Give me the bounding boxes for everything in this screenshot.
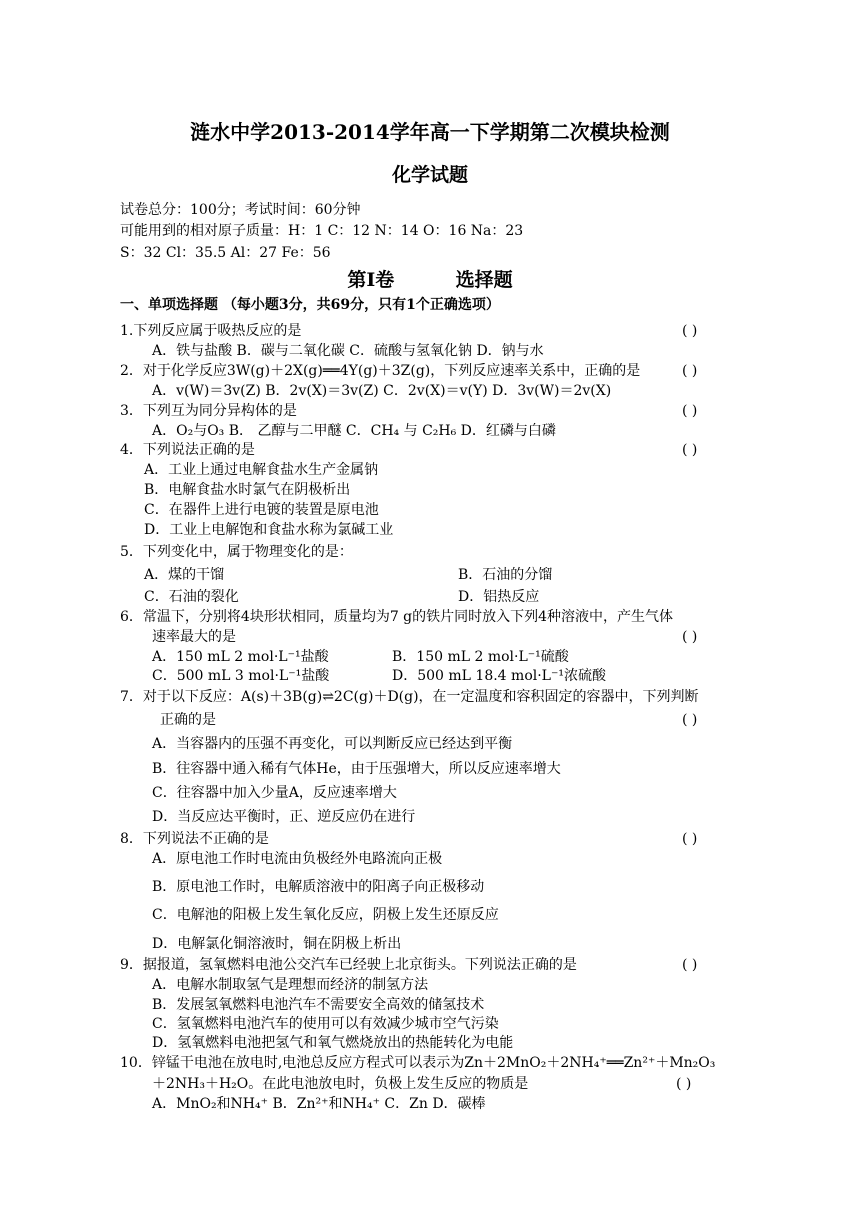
section-heading	[0, 265, 860, 292]
q7-stem-cont: 正确的是	[160, 712, 216, 728]
q1-stem: 1.下列反应属于吸热反应的是	[120, 323, 302, 339]
q8-option-a: A．原电池工作时电流由负极经外电路流向正极	[152, 851, 443, 867]
q2-stem: 2．对于化学反应3W(g)＋2X(g)══4Y(g)＋3Z(g)，下列反应速率关系中，正确的是	[120, 363, 641, 379]
part-heading: 一、单项选择题 （每小题3分，共69分，只有1个正确选项）	[120, 297, 500, 313]
q3-answer-paren: ( )	[682, 403, 698, 419]
q8-option-c: C．电解池的阳极上发生氧化反应，阴极上发生还原反应	[152, 907, 499, 923]
q5-option-c: C．石油的裂化	[144, 589, 239, 605]
exam-info-masses-2: S：32 Cl：35.5 Al：27 Fe：56	[120, 245, 331, 261]
q7-option-a: A．当容器内的压强不再变化，可以判断反应已经达到平衡	[152, 736, 513, 752]
section-part: 第Ⅰ卷	[347, 269, 395, 291]
q5-option-d: D．铝热反应	[458, 589, 540, 605]
q4-option-a: A．工业上通过电解食盐水生产金属钠	[144, 462, 379, 478]
q9-stem: 9．据报道，氢氧燃料电池公交汽车已经驶上北京街头。下列说法正确的是	[120, 957, 577, 973]
q4-stem: 4．下列说法正确的是	[120, 442, 255, 458]
q2-answer-paren: ( )	[682, 363, 698, 379]
q10-options: A．MnO₂和NH₄⁺ B．Zn²⁺和NH₄⁺ C．Zn D．碳棒	[152, 1096, 486, 1112]
q10-answer-paren: ( )	[676, 1076, 692, 1092]
section-name: 选择题	[455, 269, 513, 291]
q5-stem: 5．下列变化中，属于物理变化的是：	[120, 544, 353, 560]
q4-answer-paren: ( )	[682, 442, 698, 458]
exam-info-masses: 可能用到的相对原子质量：H：1 C：12 N：14 O：16 Na：23	[120, 223, 524, 239]
q10-stem: 10．锌锰干电池在放电时,电池总反应方程式可以表示为Zn＋2MnO₂＋2NH₄⁺══Zn²⁺＋Mn₂O₃	[120, 1055, 716, 1071]
q3-stem: 3．下列互为同分异构体的是	[120, 403, 297, 419]
q6-option-c: C．500 mL 3 mol·L⁻¹盐酸	[152, 668, 330, 684]
q4-option-b: B．电解食盐水时氯气在阴极析出	[144, 482, 351, 498]
q8-option-d: D．电解氯化铜溶液时，铜在阴极上析出	[152, 936, 402, 952]
q6-stem-cont: 速率最大的是	[152, 629, 236, 645]
exam-info-time: 试卷总分：100分；考试时间：60分钟	[120, 202, 361, 218]
q7-option-d: D．当反应达平衡时，正、逆反应仍在进行	[152, 809, 416, 825]
q4-option-c: C．在器件上进行电镀的装置是原电池	[144, 502, 379, 518]
q6-option-a: A．150 mL 2 mol·L⁻¹盐酸	[152, 649, 329, 665]
q2-options: A．v(W)＝3v(Z) B．2v(X)＝3v(Z) C．2v(X)＝v(Y) D．3v(W)＝2v(X)	[152, 383, 612, 399]
q6-option-b: B．150 mL 2 mol·L⁻¹硫酸	[392, 649, 569, 665]
q7-stem: 7．对于以下反应：A(s)＋3B(g)⇌2C(g)＋D(g)，在一定温度和容积固定的容器中，下列判断	[120, 689, 699, 705]
q9-answer-paren: ( )	[682, 957, 698, 973]
q7-option-b: B．往容器中通入稀有气体He，由于压强增大，所以反应速率增大	[152, 761, 561, 777]
q8-option-b: B．原电池工作时，电解质溶液中的阳离子向正极移动	[152, 879, 485, 895]
q6-option-d: D．500 mL 18.4 mol·L⁻¹浓硫酸	[392, 668, 606, 684]
q1-answer-paren: ( )	[682, 323, 698, 339]
q7-option-c: C．往容器中加入少量A，反应速率增大	[152, 785, 397, 801]
q6-answer-paren: ( )	[682, 629, 698, 645]
q9-option-d: D．氢氧燃料电池把氢气和氧气燃烧放出的热能转化为电能	[152, 1035, 514, 1051]
q3-options: A．O₂与O₃ B． 乙醇与二甲醚 C．CH₄ 与 C₂H₆ D．红磷与白磷	[152, 423, 556, 439]
q4-option-d: D．工业上电解饱和食盐水称为氯碱工业	[144, 522, 394, 538]
q9-option-c: C．氢氧燃料电池汽车的使用可以有效减少城市空气污染	[152, 1016, 499, 1032]
q5-option-a: A．煤的干馏	[144, 567, 225, 583]
q8-answer-paren: ( )	[682, 831, 698, 847]
q9-option-a: A．电解水制取氢气是理想而经济的制氢方法	[152, 977, 429, 993]
exam-subtitle: 化学试题	[391, 164, 468, 186]
q10-stem-cont: ＋2NH₃＋H₂O。在此电池放电时，负极上发生反应的物质是	[152, 1076, 529, 1092]
q7-answer-paren: ( )	[682, 712, 698, 728]
q9-option-b: B．发展氢氧燃料电池汽车不需要安全高效的储氢技术	[152, 997, 485, 1013]
exam-title: 涟水中学2013-2014学年高一下学期第二次模块检测	[190, 120, 670, 144]
q1-options: A．铁与盐酸 B．碳与二氧化碳 C．硫酸与氢氧化钠 D．钠与水	[152, 343, 544, 359]
q8-stem: 8．下列说法不正确的是	[120, 831, 269, 847]
q6-stem: 6．常温下，分别将4块形状相同，质量均为7 g的铁片同时放入下列4种溶液中，产生气体	[120, 609, 674, 625]
q5-option-b: B．石油的分馏	[458, 567, 553, 583]
